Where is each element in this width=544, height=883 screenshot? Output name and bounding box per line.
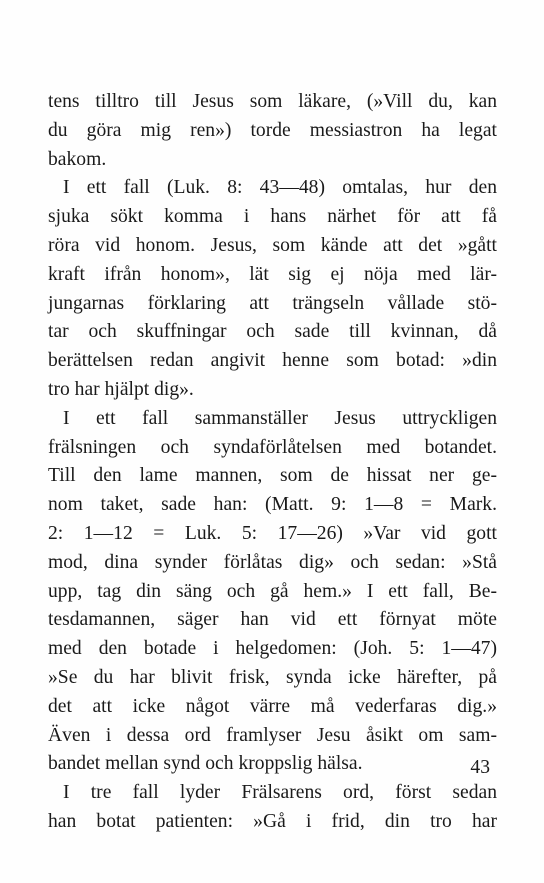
text-line: det att icke något värre må vederfaras dig.» xyxy=(48,695,497,717)
text-line: »Se du har blivit frisk, synda icke härefter, på xyxy=(48,666,497,688)
text-line: I ett fall sammanställer Jesus uttryckligen xyxy=(63,407,497,429)
text-line: I ett fall (Luk. 8: 43—48) omtalas, hur den xyxy=(63,177,497,199)
text-line: bandet mellan synd och kroppslig hälsa. xyxy=(48,753,363,775)
text-line: 2: 1—12 = Luk. 5: 17—26) »Var vid gott xyxy=(48,522,497,544)
text-line: upp, tag din säng och gå hem.» I ett fall, Be- xyxy=(48,580,497,602)
text-line: han botat patienten: »Gå i frid, din tro har xyxy=(48,810,497,832)
text-line: tens tilltro till Jesus som läkare, (»Vill du, kan xyxy=(48,91,497,112)
text-line: mod, dina synder förlåtas dig» och sedan: »Stå xyxy=(48,551,497,573)
text-line: med den botade i helgedomen: (Joh. 5: 1—47) xyxy=(48,638,497,660)
text-line: nom taket, sade han: (Matt. 9: 1—8 = Mark. xyxy=(48,494,497,516)
text-line: Även i dessa ord framlyser Jesu åsikt om sam- xyxy=(48,724,497,746)
text-line: sjuka sökt komma i hans närhet för att få xyxy=(48,206,497,228)
text-line: tesdamannen, säger han vid ett förnyat möte xyxy=(48,609,497,631)
text-line: I tre fall lyder Frälsarens ord, först sedan xyxy=(63,782,497,804)
text-line: kraft ifrån honom», lät sig ej nöja med lär- xyxy=(48,263,497,285)
text-line: du göra mig ren») torde messiastron ha legat xyxy=(48,119,497,141)
text-line: tar och skuffningar och sade till kvinnan, då xyxy=(48,321,497,343)
text-line: tro har hjälpt dig». xyxy=(48,378,194,400)
text-line: bakom. xyxy=(48,148,107,170)
text-line: frälsningen och syndaförlåtelsen med botandet. xyxy=(48,436,497,458)
text-line: jungarnas förklaring att trängseln vållade stö- xyxy=(48,292,497,314)
text-line: röra vid honom. Jesus, som kände att det »gått xyxy=(48,234,497,256)
body-text xyxy=(48,88,497,837)
page-number: 43 xyxy=(470,757,490,778)
text-line: berättelsen redan angivit henne som botad: »din xyxy=(48,350,497,372)
text-line: Till den lame mannen, som de hissat ner ge- xyxy=(48,465,497,487)
